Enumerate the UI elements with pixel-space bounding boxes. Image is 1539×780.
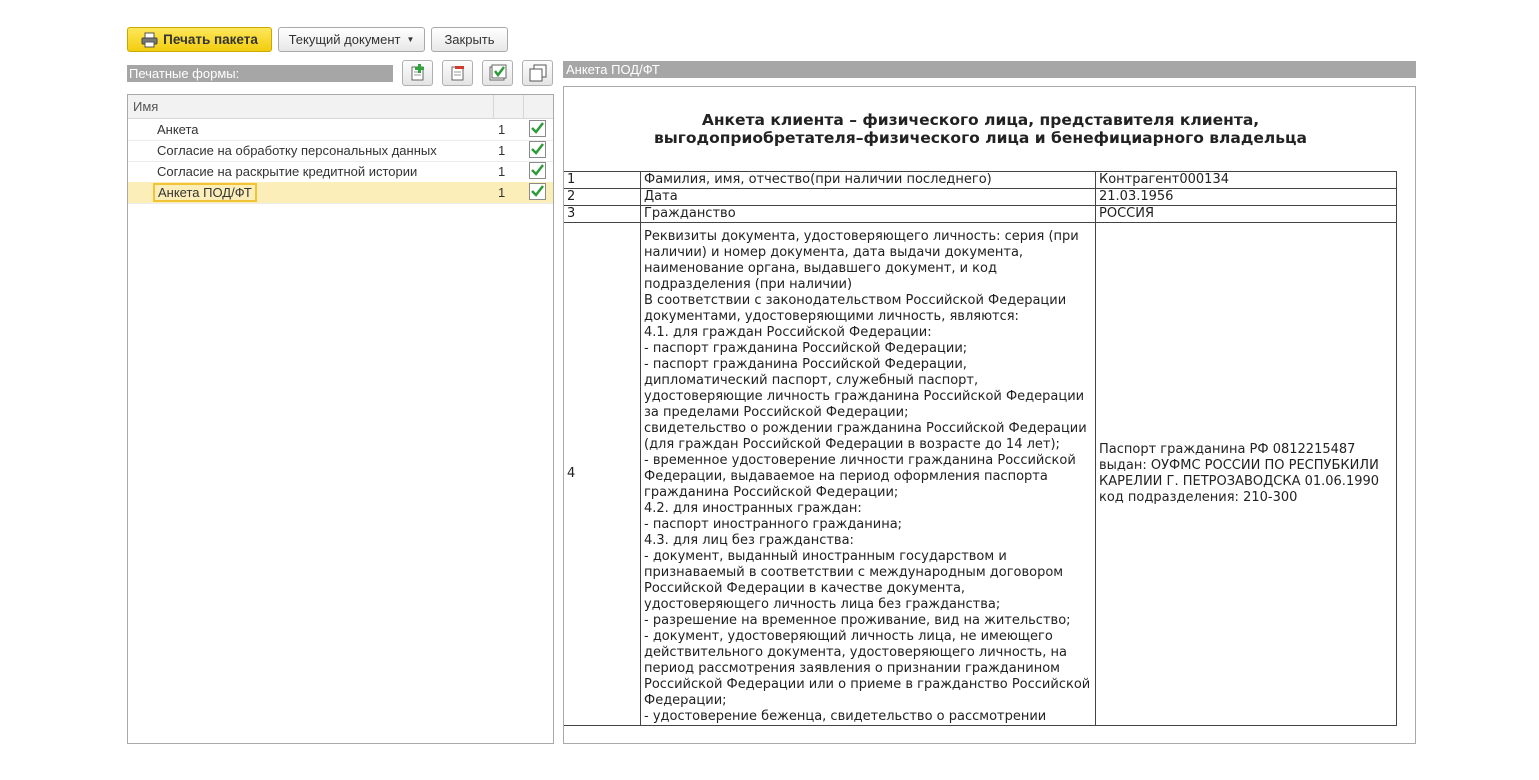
- form-name: Анкета: [157, 122, 199, 137]
- copy-button[interactable]: [522, 60, 553, 86]
- current-document-dropdown[interactable]: [278, 27, 425, 52]
- checkbox-checked-icon: [530, 121, 545, 136]
- add-form-button[interactable]: [402, 60, 433, 86]
- printer-icon: [141, 32, 158, 48]
- print-package-button[interactable]: [127, 27, 272, 52]
- heading-line-2: выгодоприобретателя–физического лица и бенефициарного владельца: [653, 129, 1307, 147]
- row-value: Контрагент000134: [1096, 172, 1397, 189]
- checkbox-checked-icon: [530, 142, 545, 157]
- form-checkbox[interactable]: [529, 120, 546, 137]
- checkbox-checked-icon: [530, 163, 545, 178]
- form-name: Согласие на обработку персональных данных: [157, 143, 437, 158]
- row-number: 4: [564, 223, 641, 726]
- add-document-icon: [409, 64, 427, 82]
- row-label: Дата: [641, 189, 1096, 206]
- check-all-button[interactable]: [482, 60, 513, 86]
- check-all-icon: [489, 64, 507, 82]
- copy-icon: [529, 64, 547, 82]
- table-row: [564, 172, 1397, 189]
- row-value: 21.03.1956: [1096, 189, 1397, 206]
- form-count[interactable]: 1: [498, 185, 506, 200]
- row-label: Фамилия, имя, отчество(при наличии последнего): [641, 172, 1096, 189]
- chevron-down-icon: ▼: [406, 35, 415, 44]
- document-tab-title: Анкета ПОД/ФТ: [563, 61, 1416, 78]
- form-table: [563, 171, 1397, 726]
- close-button[interactable]: [431, 27, 508, 52]
- list-item[interactable]: [128, 161, 553, 183]
- form-count[interactable]: 1: [498, 164, 506, 179]
- row-value: РОССИЯ: [1096, 206, 1397, 223]
- table-row: [564, 189, 1397, 206]
- row-number: 2: [564, 189, 641, 206]
- print-package-label: Печать пакета: [163, 32, 258, 47]
- delete-form-button[interactable]: [442, 60, 473, 86]
- form-name: Анкета ПОД/ФТ: [153, 183, 257, 202]
- print-forms-list: [127, 94, 554, 744]
- document-preview[interactable]: [563, 86, 1416, 744]
- form-checkbox[interactable]: [529, 183, 546, 200]
- row-label: Реквизиты документа, удостоверяющего личность: серия (при наличии) и номер документа, дата выдачи документа, наименование органа, выдавшего документ, и код подразделения (при наличии) В соответствии с законодательством Российской Федерации документами, удостоверяющими личность, являются: 4.1. для граждан Российской Федерации: - паспорт гражданина Российской Федерации; - паспорт гражданина Российской Федерации, дипломатический паспорт, служебный паспорт, удостоверяющие личность гражданина Российской Федерации за пределами Российской Федерации; свидетельство о рождении гражданина Российской Федерации (для граждан Российской Федерации в возрасте до 14 лет); - временное удостоверение личности гражданина Российской Федерации, выдаваемое на период оформления паспорта гражданина Российской Федерации; 4.2. для иностранных граждан: - паспорт иностранного гражданина; 4.3. для лиц без гражданства: - документ, выданный иностранным государством и признаваемый в соответствии с международным договором Российской Федерации в качестве документа, удостоверяющего личность лица без гражданства; - разрешение на временное проживание, вид на жительство; - документ, удостоверяющий личность лица, не имеющего действительного документа, удостоверяющего личность, на период рассмотрения заявления о признании гражданином Российской Федерации или о приеме в гражданство Российской Федерации; - удостоверение беженца, свидетельство о рассмотрении: [641, 223, 1096, 726]
- form-checkbox[interactable]: [529, 162, 546, 179]
- delete-document-icon: [449, 64, 467, 82]
- close-label: Закрыть: [444, 32, 495, 47]
- table-row: [564, 223, 1397, 726]
- row-label: Гражданство: [641, 206, 1096, 223]
- row-value: Паспорт гражданина РФ 0812215487 выдан: ОУФМС РОССИИ ПО РЕСПУБКИЛИ КАРЕЛИИ Г. ПЕТРОЗАВОДСКА 01.06.1990 код подразделения: 210-300: [1096, 223, 1397, 726]
- document-heading: [564, 111, 1397, 147]
- column-name-header[interactable]: Имя: [133, 99, 159, 114]
- list-header: [128, 95, 553, 119]
- heading-line-1: Анкета клиента – физического лица, представителя клиента,: [701, 111, 1260, 129]
- form-name: Согласие на раскрытие кредитной истории: [157, 164, 418, 179]
- form-checkbox[interactable]: [529, 141, 546, 158]
- row-number: 1: [564, 172, 641, 189]
- form-count[interactable]: 1: [498, 122, 506, 137]
- list-item[interactable]: [128, 140, 553, 162]
- list-item[interactable]: [128, 119, 553, 141]
- checkbox-checked-icon: [530, 184, 545, 199]
- table-row: [564, 206, 1397, 223]
- form-count[interactable]: 1: [498, 143, 506, 158]
- row-number: 3: [564, 206, 641, 223]
- print-forms-title: Печатные формы:: [127, 65, 393, 82]
- current-document-label: Текущий документ: [288, 32, 401, 47]
- list-item-selected[interactable]: [128, 182, 553, 204]
